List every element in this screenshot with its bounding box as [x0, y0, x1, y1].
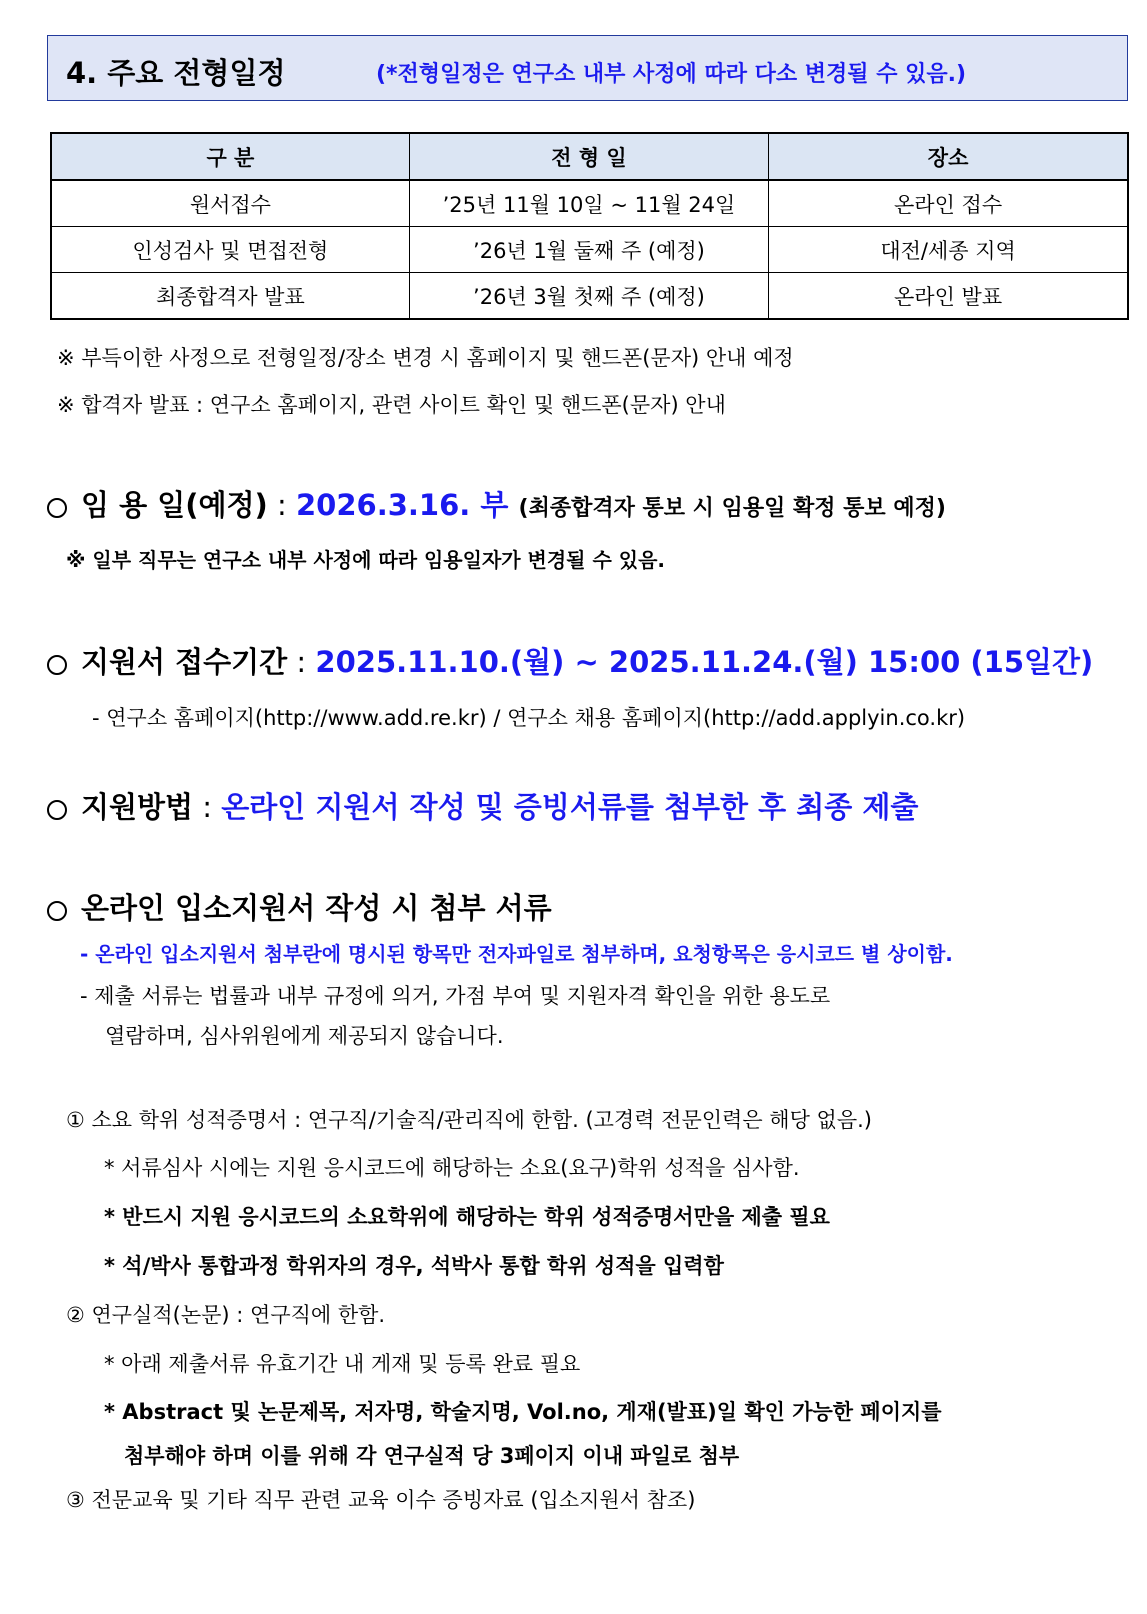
documents-subitem: * 아래 제출서류 유효기간 내 게재 및 등록 완료 필요	[104, 1352, 581, 1376]
period-value: 2025.11.10.(월) ~ 2025.11.24.(월) 15:00 (15일간)	[315, 645, 1094, 679]
table-row	[51, 227, 1128, 273]
appointment-subnote: ※ 일부 직무는 연구소 내부 사정에 따라 임용일자가 변경될 수 있음.	[66, 548, 665, 572]
table-cell: 인성검사 및 면접전형	[51, 227, 409, 273]
schedule-note: ※ 합격자 발표 : 연구소 홈페이지, 관련 사이트 확인 및 핸드폰(문자) 안내	[57, 393, 726, 417]
schedule-note: ※ 부득이한 사정으로 전형일정/장소 변경 시 홈페이지 및 핸드폰(문자) 안내 예정	[57, 346, 794, 370]
table-cell: 대전/세종 지역	[769, 227, 1128, 273]
table-row	[51, 273, 1128, 320]
documents-heading	[47, 886, 552, 927]
method-heading	[47, 785, 918, 826]
circle-bullet-icon	[47, 800, 67, 820]
table-row	[51, 180, 1128, 227]
table-header-row	[51, 133, 1128, 180]
table-header: 구 분	[51, 133, 409, 180]
documents-item: ① 소요 학위 성적증명서 : 연구직/기술직/관리직에 한함. (고경력 전문인력은 해당 없음.)	[66, 1108, 872, 1132]
section-title-box	[47, 35, 1128, 101]
documents-subitem: * 반드시 지원 응시코드의 소요학위에 해당하는 학위 성적증명서만을 제출 필요	[104, 1205, 830, 1229]
period-subnote: - 연구소 홈페이지(http://www.add.re.kr) / 연구소 채용 홈페이지(http://add.applyin.co.kr)	[92, 706, 966, 730]
appointment-date: 2026.3.16. 부	[296, 488, 509, 522]
circle-bullet-icon	[47, 655, 67, 675]
documents-subitem: 첨부해야 하며 이를 위해 각 연구실적 당 3페이지 이내 파일로 첨부	[124, 1444, 740, 1468]
method-label: 지원방법	[81, 790, 194, 824]
table-cell: 온라인 발표	[769, 273, 1128, 320]
documents-subitem: * Abstract 및 논문제목, 저자명, 학술지명, Vol.no, 게재(발표)일 확인 가능한 페이지를	[104, 1400, 942, 1424]
section-title: 4. 주요 전형일정	[66, 56, 286, 90]
table-cell: ’26년 1월 둘째 주 (예정)	[409, 227, 768, 273]
documents-subitem: * 석/박사 통합과정 학위자의 경우, 석박사 통합 학위 성적을 입력함	[104, 1254, 724, 1278]
documents-item: ② 연구실적(논문) : 연구직에 한함.	[66, 1303, 386, 1327]
method-value: 온라인 지원서 작성 및 증빙서류를 첨부한 후 최종 제출	[221, 790, 919, 824]
period-heading	[47, 640, 1093, 681]
separator: :	[193, 790, 222, 824]
separator: :	[267, 488, 296, 522]
table-cell: 원서접수	[51, 180, 409, 227]
table-cell: ’26년 3월 첫째 주 (예정)	[409, 273, 768, 320]
period-label: 지원서 접수기간	[81, 645, 288, 679]
section-title-note: (*전형일정은 연구소 내부 사정에 따라 다소 변경될 수 있음.)	[376, 62, 967, 87]
documents-line: - 제출 서류는 법률과 내부 규정에 의거, 가점 부여 및 지원자격 확인을 위한 용도로	[80, 984, 831, 1008]
documents-subitem: * 서류심사 시에는 지원 응시코드에 해당하는 소요(요구)학위 성적을 심사함.	[104, 1156, 800, 1180]
separator: :	[287, 645, 316, 679]
table-header: 전 형 일	[409, 133, 768, 180]
documents-line: - 온라인 입소지원서 첨부란에 명시된 항목만 전자파일로 첨부하며, 요청항목은 응시코드 별 상이함.	[80, 942, 953, 966]
circle-bullet-icon	[47, 901, 67, 921]
table-cell: 온라인 접수	[769, 180, 1128, 227]
documents-line: 열람하며, 심사위원에게 제공되지 않습니다.	[105, 1024, 504, 1048]
schedule-table	[50, 132, 1129, 320]
documents-label: 온라인 입소지원서 작성 시 첨부 서류	[81, 891, 552, 925]
table-cell: ’25년 11월 10일 ~ 11월 24일	[409, 180, 768, 227]
appointment-label: 임 용 일(예정)	[81, 488, 268, 522]
appointment-note: (최종합격자 통보 시 임용일 확정 통보 예정)	[518, 496, 946, 521]
documents-item: ③ 전문교육 및 기타 직무 관련 교육 이수 증빙자료 (입소지원서 참조)	[66, 1488, 696, 1512]
table-cell: 최종합격자 발표	[51, 273, 409, 320]
table-header: 장소	[769, 133, 1128, 180]
circle-bullet-icon	[47, 498, 67, 518]
appointment-heading	[47, 483, 946, 524]
